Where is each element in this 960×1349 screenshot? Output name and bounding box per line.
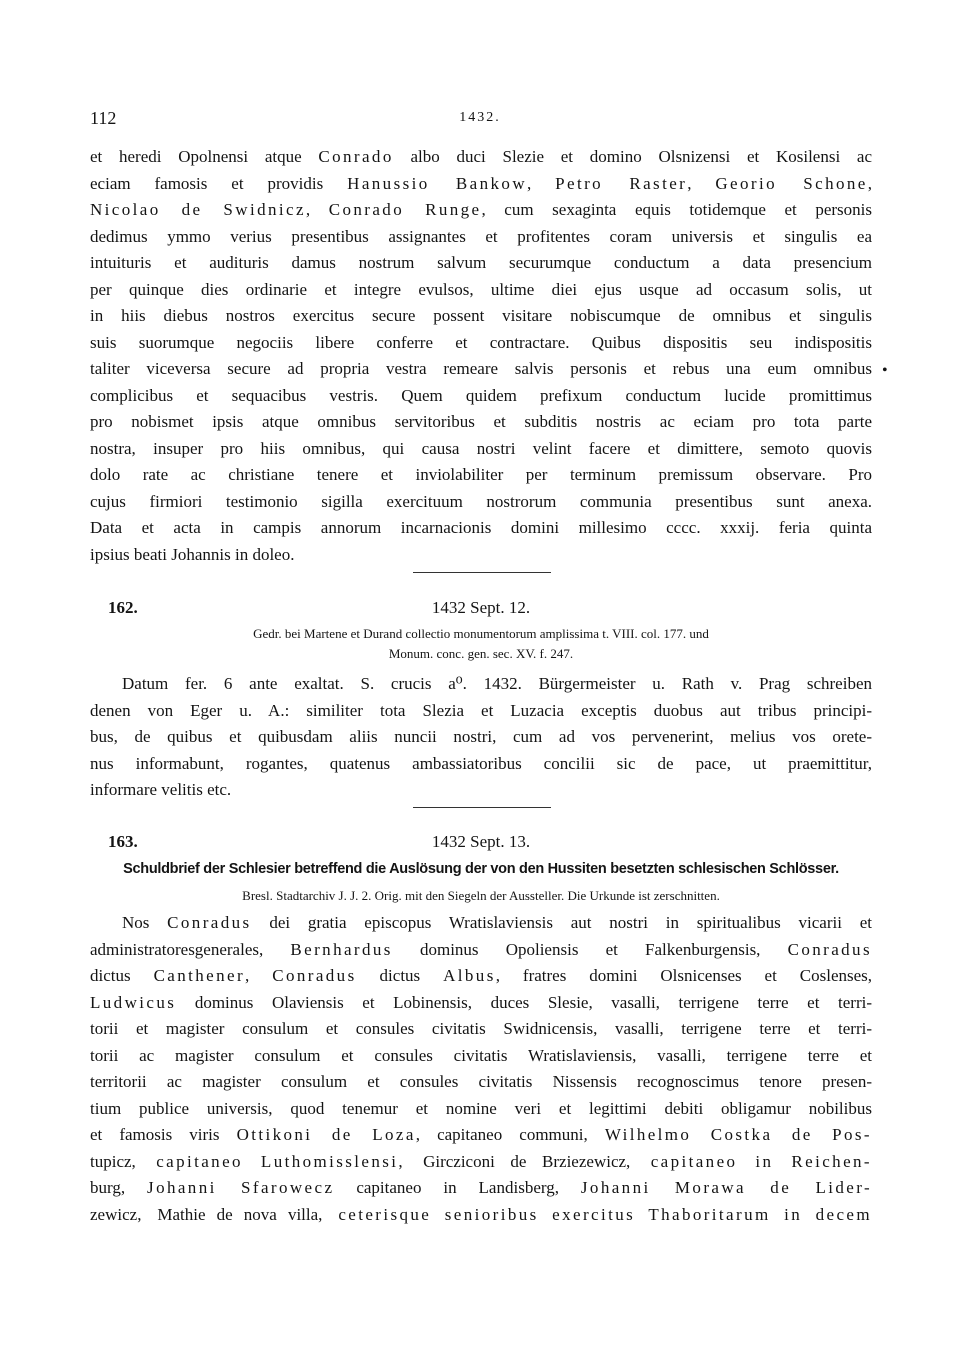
text-line: per quinque dies ordinarie et integre evulsos, ultime diei ejus usque ad occasum solis, ut xyxy=(90,279,872,299)
spaced-name: Bernhardus xyxy=(290,939,393,959)
spaced-name: Wilhelmo Costka de Pos- xyxy=(604,1125,872,1144)
spaced-name: Ottikoni de Loza xyxy=(236,1125,416,1144)
source-line: Monum. conc. gen. sec. XV. f. 247. xyxy=(388,646,574,661)
text-line: torii ac magister consulum et consules civitatis Wratislaviensis, vasalli, terrigene terre et xyxy=(90,1045,872,1065)
spaced-name: , capitaneo Luthomisslensi, xyxy=(131,1151,424,1171)
text-line: Nicolao de Swidnicz, Conrado Runge, cum sexaginta equis totidemque et personis xyxy=(90,200,872,219)
text-line: administratoresgenerales, Bernhardus dominus Opoliensis et Falkenburgensis, Conradus xyxy=(90,939,872,959)
running-year: 1432. xyxy=(459,110,501,125)
spaced-name: Albus xyxy=(443,966,496,985)
text-line: informare velitis etc. xyxy=(90,780,232,799)
page-number: 112 xyxy=(90,108,117,128)
spaced-name: , ceterisque senioribus exercitus Thaboritarum in decem xyxy=(318,1204,872,1224)
text-line: burg, Johanni Sfarowecz capitaneo in Landisberg, Johanni Morawa de Lider- xyxy=(90,1178,873,1197)
spaced-name: Johanni Sfarowecz xyxy=(147,1178,335,1197)
document-163-body xyxy=(90,910,872,1228)
spaced-name: Conrado xyxy=(318,147,394,166)
text-line: zewicz, Mathie de nova villa, ceterisque senioribus exercitus Thaboritarum in decem xyxy=(90,1204,872,1224)
spaced-name: Conradus xyxy=(787,939,872,959)
spaced-name: , capitaneo in Reichen- xyxy=(626,1151,872,1171)
text-line: et heredi Opolnensi atque Conrado albo duci Slezie et domino Olsnizensi et Kosilensi ac xyxy=(90,147,872,166)
document-162-heading xyxy=(90,598,872,622)
document-162-body xyxy=(90,671,872,804)
text-line: cujus firmiori testimonio sigilla exercituum nostrorum communia presentibus sunt anexa. xyxy=(90,491,872,511)
text-line: complicibus et sequacibus vestris. Quem quidem prefixum conductum lucide promittimus xyxy=(90,385,872,405)
source-note xyxy=(90,624,872,664)
document-163-heading xyxy=(90,832,872,856)
document-161-continuation xyxy=(90,144,872,568)
text-line: eciam famosis et providis Hanussio Bankow, Petro Raster, Georio Schone, xyxy=(90,173,872,193)
spaced-name: Georio Schone xyxy=(715,173,868,193)
spaced-name: Canthener xyxy=(153,966,246,985)
spaced-name: Conradus xyxy=(167,913,252,932)
spaced-name: Hanussio Bankow xyxy=(347,173,527,193)
text-line: territorii ac magister consulum et consules civitatis Nissensis recognoscimus tenore presen- xyxy=(90,1072,872,1091)
text-line: intuituris et audituris damus nostrum salvum securumque conductum a data presencium xyxy=(90,253,872,272)
text-line: Ludwicus dominus Olaviensis et Lobinensis, duces Slesie, vasalli, terrigene terre et terri- xyxy=(90,992,872,1012)
document-number: 162. xyxy=(108,598,138,617)
spaced-name: , xyxy=(137,1204,158,1224)
text-line: torii et magister consulum et consules civitatis Swidnicensis, vasalli, terrigene terre et terri- xyxy=(90,1019,872,1038)
text-line: nostra, insuper pro hiis omnibus, qui causa nostri velint facere et dimittere, semoto quovis xyxy=(90,438,872,458)
document-number: 163. xyxy=(108,832,138,851)
margin-mark: • xyxy=(882,362,888,379)
spaced-name: Ludwicus xyxy=(90,992,177,1012)
document-date: 1432 Sept. 12. xyxy=(431,598,531,617)
source-line: Gedr. bei Martene et Durand collectio monumentorum amplissima t. VIII. col. 177. und xyxy=(253,626,709,641)
text-line: ipsius beati Johannis in doleo. xyxy=(90,544,295,564)
text-line: Nos Conradus dei gratia episcopus Wratislaviensis aut nostri in spiritualibus vicarii et xyxy=(122,913,872,932)
document-regest: Schuldbrief der Schlesier betreffend die Auslösung der von den Hussiten besetzten schlesischen Schlösser. xyxy=(123,861,839,877)
text-line: tium publice universis, quod tenemur et nomine veri et legittimi debiti obligamur nobilibus xyxy=(90,1098,872,1118)
source-note: Bresl. Stadtarchiv J. J. 2. Orig. mit den Siegeln der Aussteller. Die Urkunde ist zerschnitten. xyxy=(242,888,720,903)
text-line: suis suorumque negociis libere conferre et contractare. Quibus dispositis seu indispositis xyxy=(90,332,872,352)
text-line: dedimus ymmo verius presentibus assignantes et profitentes coram universis et singulis ea xyxy=(90,226,872,246)
text-line: taliter viceversa secure ad propria vestra remeare salvis personis et rebus una eum omnibus xyxy=(90,359,872,378)
text-line: dictus Canthener, Conradus dictus Albus, fratres domini Olsnicenses et Coslenses, xyxy=(90,966,873,985)
spaced-name: Conrado Runge xyxy=(328,200,482,219)
document-date: 1432 Sept. 13. xyxy=(431,832,531,851)
text-line: nus informabunt, rogantes, quatenus ambassiatoribus concilii sic de pace, ut praemittitur, xyxy=(90,753,872,773)
text-line: Data et acta in campis annorum incarnacionis domini millesimo cccc. xxxij. feria quinta xyxy=(90,518,872,537)
text-line: in hiis diebus nostros exercitus secure possent visitare nobiscumque de omnibus et singulis xyxy=(90,306,872,325)
text-line: Datum fer. 6 ante exaltat. S. crucis a⁰. 1432. Bürgermeister u. Rath v. Prag schreiben xyxy=(122,674,872,693)
spaced-name: Nicolao de Swidnicz xyxy=(90,200,306,219)
spaced-name: Johanni Morawa de Lider- xyxy=(580,1178,873,1197)
text-line: pro nobismet ipsis atque omnibus servitoribus et subditis nostris ac eciam pro tota parte xyxy=(90,412,872,431)
text-line: bus, de quibus et quibusdam aliis nuncii nostri, cum ad vos pervenerint, melius vos orete- xyxy=(90,727,872,746)
text-line: dolo rate ac christiane tenere et inviolabiliter per terminum premissum observare. Pro xyxy=(90,465,872,484)
text-line: denen von Eger u. A.: similiter tota Slezia et Luzacia exceptis duobus aut tribus principi- xyxy=(90,700,872,720)
section-divider xyxy=(413,572,551,573)
section-divider xyxy=(413,807,551,808)
text-line: tupicz, capitaneo Luthomisslensi, Gircziconi de Brziezewicz, capitaneo in Reichen- xyxy=(90,1151,872,1171)
running-head xyxy=(90,108,870,132)
text-line: et famosis viris Ottikoni de Loza, capitaneo communi, Wilhelmo Costka de Pos- xyxy=(90,1125,872,1144)
spaced-name: Petro Raster xyxy=(555,173,688,193)
spaced-name: Conradus xyxy=(272,966,357,985)
